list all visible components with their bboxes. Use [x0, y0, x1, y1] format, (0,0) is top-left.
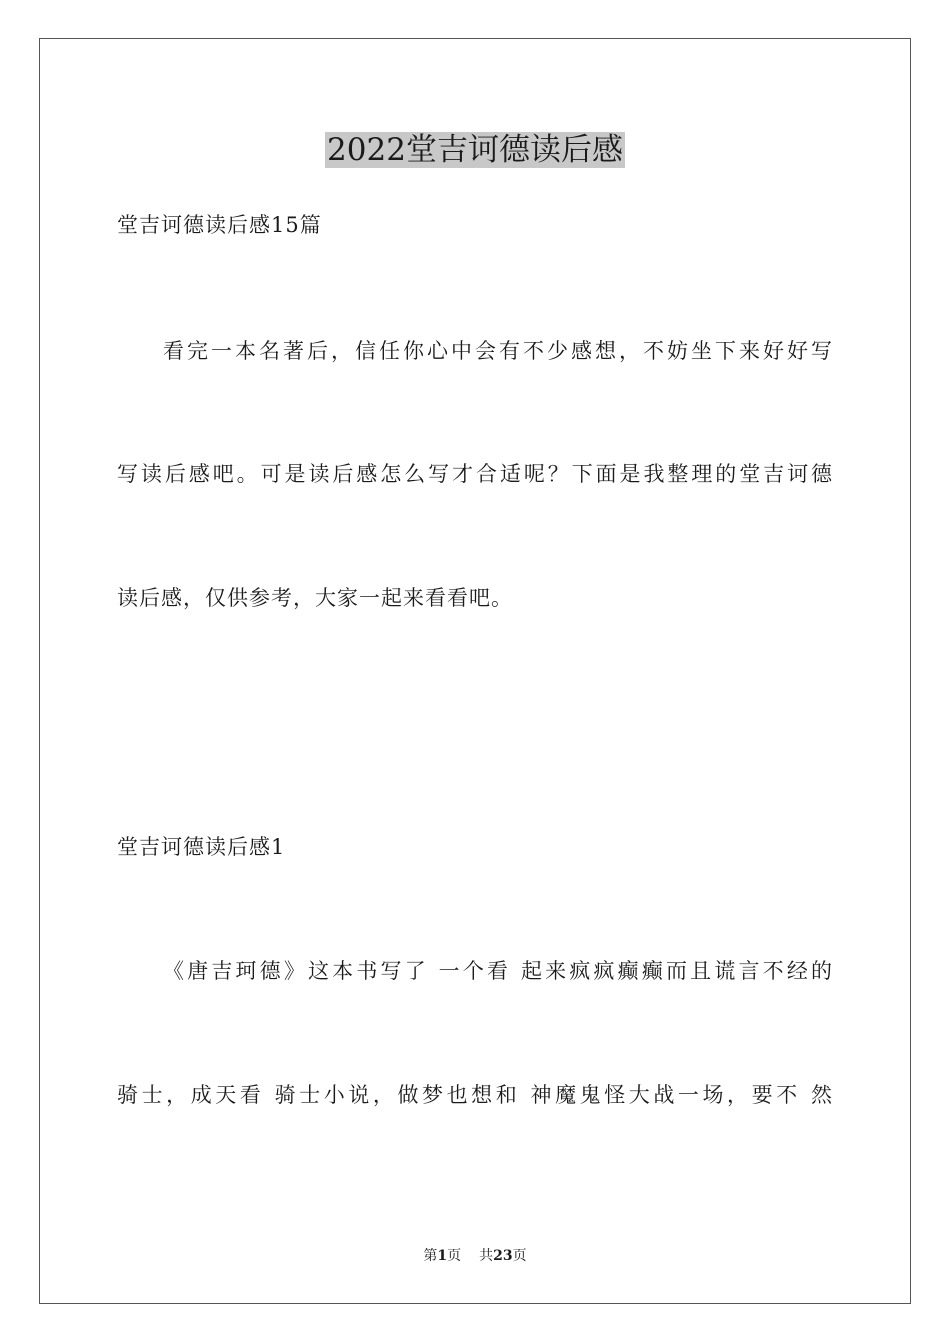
footer-total-suffix: 页 — [512, 1248, 527, 1264]
footer-page-suffix: 页 — [447, 1248, 462, 1264]
footer-total-prefix: 共 — [479, 1248, 494, 1264]
page-footer — [0, 1246, 950, 1266]
intro-line-1: 看完一本名著后，信任你心中会有不少感想，不妨坐下来好好写 — [163, 339, 833, 363]
intro-line-2: 写读后感吧。可是读后感怎么写才合适呢？下面是我整理的堂吉诃德 — [117, 462, 833, 486]
section-line-1: 《唐吉珂德》这本书写了 一个看 起来疯疯癫癫而且谎言不经的 — [163, 959, 833, 983]
section-line-2: 骑士，成天看 骑士小说，做梦也想和 神魔鬼怪大战一场，要不 然 — [117, 1083, 833, 1107]
footer-page-prefix: 第 — [423, 1248, 438, 1264]
footer-page-total: 23 — [493, 1248, 513, 1264]
section-heading: 堂吉诃德读后感1 — [117, 835, 286, 859]
document-subtitle: 堂吉诃德读后感15篇 — [117, 213, 322, 237]
intro-line-3: 读后感，仅供参考，大家一起来看看吧。 — [117, 586, 513, 610]
document-title-text: 2022堂吉诃德读后感 — [327, 132, 623, 168]
footer-page-current: 1 — [437, 1248, 448, 1264]
document-title — [0, 130, 950, 170]
